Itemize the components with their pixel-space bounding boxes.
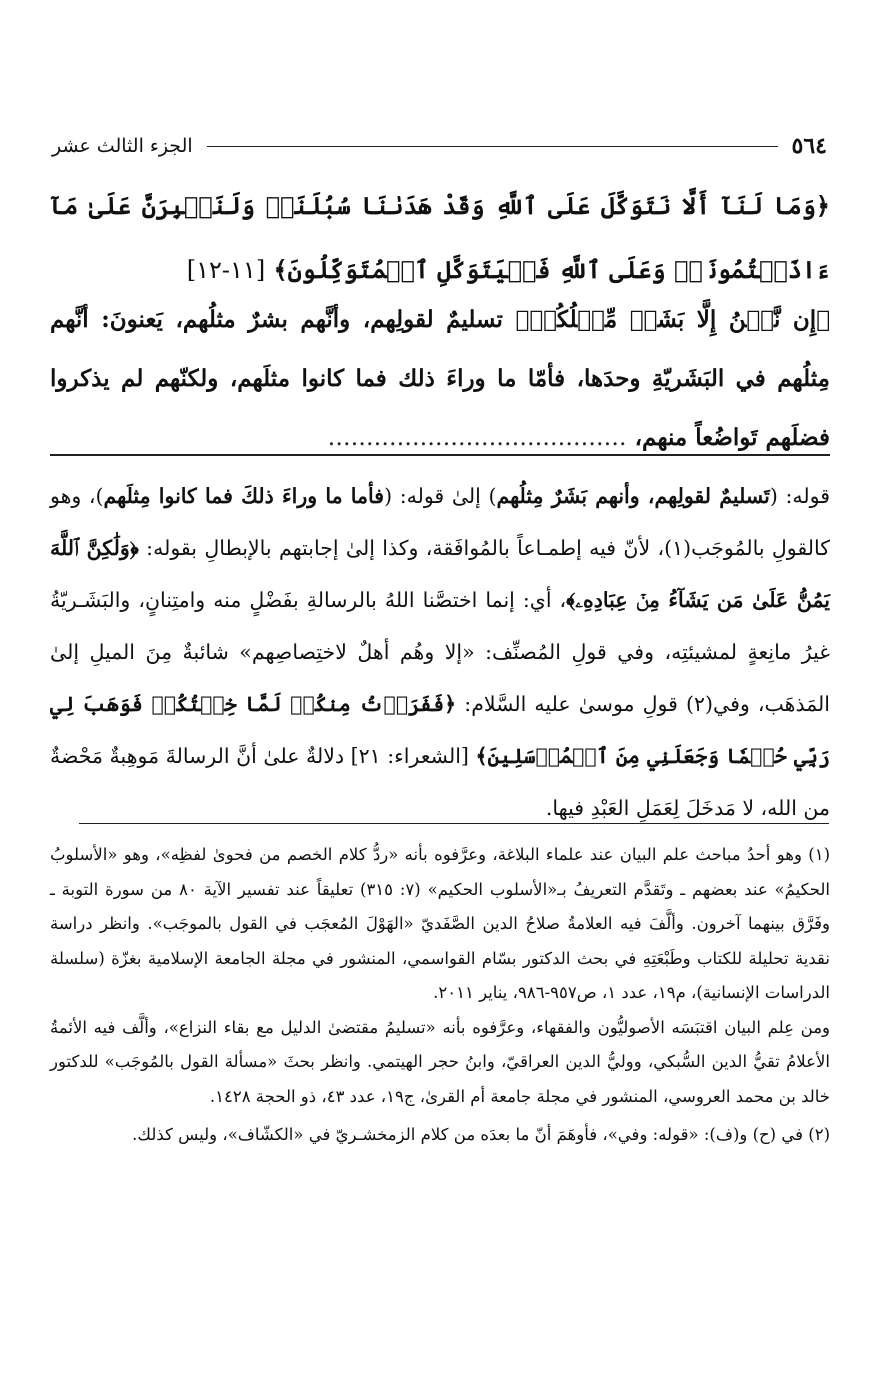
header-rule <box>207 146 778 147</box>
gloss-text: ) إلىٰ قوله: ( <box>384 484 497 508</box>
verse-reference: [١١-١٢] <box>186 256 266 284</box>
gloss-quote: تَسليمٌ لقولِهم، وأنهم بَشَرٌ مِثلُهم <box>496 484 770 508</box>
commentary-quote: ﴿إِن نَّحۡنُ إِلَّا بَشَرٞ مِّثۡلُكُمۡ﴾ <box>515 306 831 333</box>
footnotes <box>50 838 830 1153</box>
commentary-dots: ………………………………… <box>327 425 627 451</box>
gloss-text: [الشعراء: ٢١] دلالةٌ علىٰ أنَّ الرسالةَ مَوهِبةٌ مَحْضةٌ من الله، لا مَدخَلَ لِعَمَلِ العَبْدِ فيها. <box>50 744 830 820</box>
commentary-paragraph <box>50 290 830 468</box>
running-title: الجزء الثالث عشر <box>52 135 193 157</box>
gloss-text: )، وهو كالقولِ بالمُوجَب(١)، لأنّ فيه إطمـاعاً بالمُوافَقة، وكذا إلىٰ إجابتهم بالإبطالِ بقوله: <box>50 484 831 560</box>
footnote-1-paragraph: (١) وهو أحدُ مباحث علم البيان عند علماء البلاغة، وعرَّفوه بأنه «ردُّ كلام الخصم من فحوىٰ لفظِه»، وهو «الأسلوبُ الحكيمُ» عند بعضهم ـ وتَقدَّم التعريفُ بـ«الأسلوب الحكيم» (٧: ٣١٥) تعليقاً عند تفسير الآية ٨٠ من سورة التوبة ـ وفَرَّق بينهما آخرون. وألَّفَ فيه العلامةُ صلاحُ الدين الصَّفَديّ «الهَوْلَ المُعجَب في القول بالموجَب». وانظر دراسة نقدية تحليلة للكتاب وطَبْعَتِهِ في بحث الدكتور بسّام القواسمي، المنشور في مجلة الجامعة الإسلامية بغزّة (سلسلة الدراسات الإنسانية)، م١٩، عدد ١، ص٩٥٧-٩٨٦، يناير ٢٠١١. <box>50 845 830 1002</box>
verse-text: ﴿وَمَا لَنَآ أَلَّا نَتَوَكَّلَ عَلَى ٱللَّهِ وَقَدْ هَدَىٰنَا سُبُلَنَاۚ وَلَنَصۡبِرَنَّ عَلَىٰ مَآ ءَاذَيۡتُمُونَاۚ وَعَلَى ٱللَّهِ فَلۡيَتَوَكَّلِ ٱلۡمُتَوَكِّلُونَ﴾ <box>50 191 830 284</box>
gloss-quote: ﴿وَلَٰكِنَّ ٱللَّهَ يَمُنُّ عَلَىٰ مَن يَشَآءُ مِنۡ عِبَادِهِۦ﴾ <box>50 536 831 612</box>
page-header <box>52 126 827 166</box>
gloss-paragraph <box>50 470 830 834</box>
quran-verse <box>50 174 830 302</box>
page-number: ٥٦٤ <box>791 133 827 159</box>
footnote-1-paragraph: ومن عِلم البيان اقتبَسَه الأصوليُّون والفقهاء، وعرَّفوه بأنه «تسليمُ مقتضىٰ الدليل مع بقاء النزاع»، وألَّف فيه الأئمةُ الأعلامُ تقيُّ الدين السُّبكي، ووليُّ الدين العراقيّ، وابنُ حجر الهيتمي. وانظر بحثَ «مسألة القول بالمُوجَب» للدكتور خالد بن محمد العروسي، المنشور في مجلة جامعة أم القرىٰ، ج١٩، عدد ٤٣، ذو الحجة ١٤٢٨. <box>50 1017 830 1106</box>
footnote-rule <box>79 823 829 824</box>
footnote-2-paragraph: (٢) في (ح) و(ف): «قوله: وفي»، فأوهَمَ أنّ ما بعدَه من كلام الزمخشـريّ في «الكشّاف»، وليس كذلك. <box>132 1125 830 1144</box>
gloss-quote: ﴿فَفَرَرۡتُ مِنكُمۡ لَمَّا خِفۡتُكُمۡ فَوَهَبَ لِي رَبِّي حُكۡمٗا وَجَعَلَنِي مِنَ ٱلۡمُرۡسَلِينَ﴾ <box>50 692 830 768</box>
section-divider <box>50 454 830 456</box>
gloss-text: ، أي: إنما اختصَّنا اللهُ بالرسالةِ بفَضْلٍ منه وامتِنانٍ، والبَشَـريّةُ غيرُ مانِعةٍ لمشيئتِه، وفي قولِ المُصنِّف: «إلا وهُم أهلٌ لاختِصاصِهم» شائبةٌ مِنَ الميلِ إلىٰ المَذهَب، وفي(٢) قولِ موسىٰ عليه السَّلام: <box>50 588 830 716</box>
gloss-quote: فأما ما وراءَ ذلكَ فما كانوا مِثلَهم <box>103 484 385 508</box>
commentary-text: تسليمٌ لقولِهم، وأنَّهم بشرٌ مثلُهم، يَعنونَ: أنَّهم مِثلُهم في البَشَريّةِ وحدَها، فأمّا ما وراءَ ذلك فما كانوا مثلَهم، ولكنّهم لم يذكروا فضلَهم تَواضُعاً منهم، <box>50 306 830 451</box>
gloss-text: قوله: ( <box>769 484 831 508</box>
